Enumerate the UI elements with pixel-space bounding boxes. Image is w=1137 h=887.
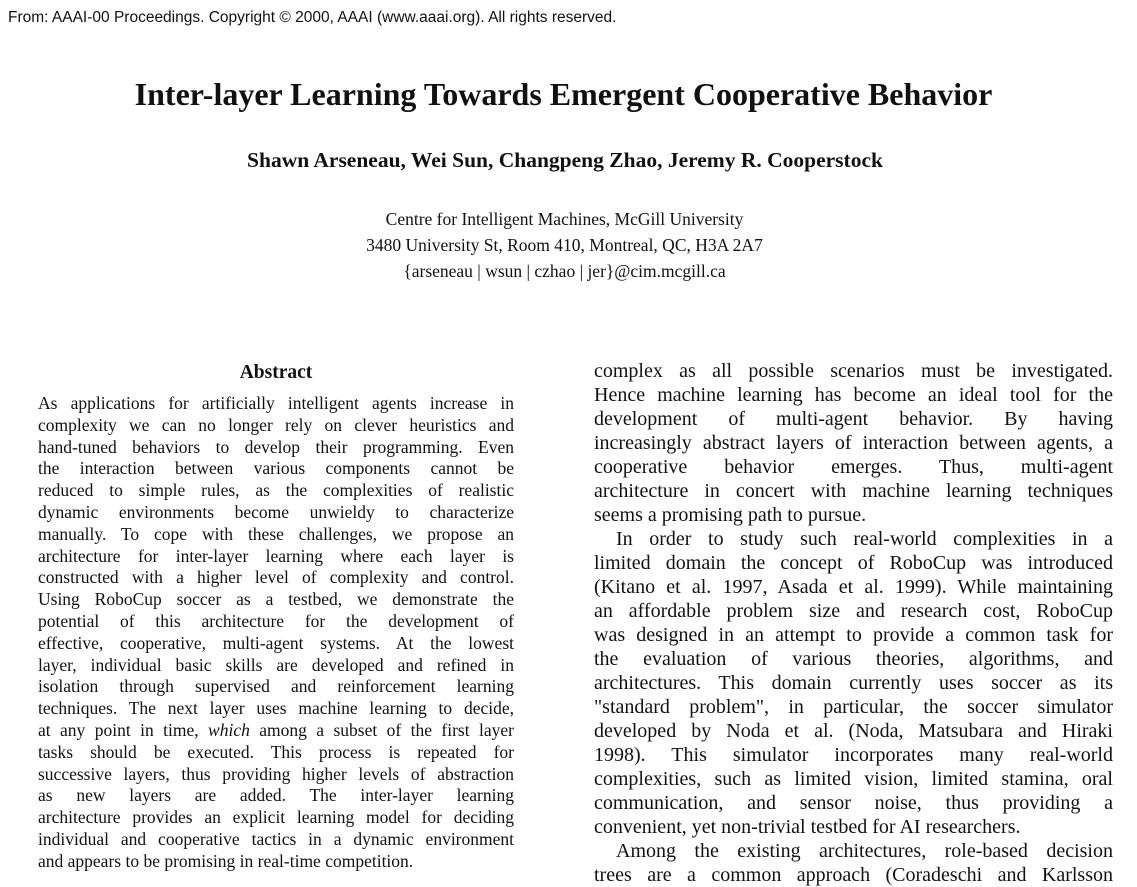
body-line: Among the existing architectures, role-based decision [616, 840, 1113, 862]
body-line: development of multi-agent behavior. By having [594, 408, 1113, 430]
abstract-text [38, 393, 514, 873]
abstract-line: tasks should be executed. This process is repeated for [38, 741, 514, 762]
abstract-line: the interaction between various components cannot be [38, 458, 514, 479]
abstract-line: techniques. The next layer uses machine learning to decide, [38, 698, 514, 719]
abstract-heading: Abstract [239, 362, 313, 383]
body-line: seems a promising path to pursue. [594, 504, 867, 526]
abstract-line: potential of this architecture for the development of [38, 610, 514, 631]
abstract-line-part: at any point in time, [38, 719, 209, 740]
abstract-line: isolation through supervised and reinforcement learning [38, 676, 514, 697]
abstract-line: reduced to simple rules, as the complexities of realistic [38, 480, 514, 501]
body-line: was designed in an attempt to provide a common task for [594, 624, 1113, 646]
abstract-line: As applications for artificially intelligent agents increase in [38, 393, 514, 413]
body-line: the evaluation of various theories, algorithms, and [594, 648, 1113, 670]
body-line: (Kitano et al. 1997, Asada et al. 1999). While maintaining [594, 576, 1113, 598]
body-line: 1998). This simulator incorporates many real-world [594, 744, 1113, 766]
affiliation-emails: {arseneau | wsun | czhao | jer}@cim.mcgill.ca [403, 261, 726, 281]
abstract-line [38, 720, 514, 742]
body-line: convenient, yet non-trivial testbed for AI researchers. [594, 816, 1021, 838]
body-line: limited domain the concept of RoboCup was introduced [594, 552, 1113, 574]
abstract-emphasis: which [208, 719, 250, 740]
body-line: developed by Noda et al. (Noda, Matsubara and Hiraki [594, 720, 1113, 742]
body-line: trees are a common approach (Coradeschi and Karlsson [594, 864, 1113, 886]
body-line: architectures. This domain currently uses soccer as its [594, 672, 1113, 694]
body-line: increasingly abstract layers of interaction between agents, a [594, 432, 1113, 454]
abstract-line: architecture for inter-layer learning where each layer is [38, 545, 514, 566]
abstract-line: manually. To cope with these challenges, we propose an [38, 523, 514, 544]
abstract-line: successive layers, thus providing higher levels of abstraction [38, 763, 514, 784]
abstract-line: effective, cooperative, multi-agent systems. At the lowest [38, 632, 514, 653]
abstract-line: as new layers are added. The inter-layer learning [38, 785, 514, 806]
abstract-line: layer, individual basic skills are developed and refined in [38, 654, 514, 675]
body-line: an affordable problem size and research cost, RoboCup [594, 600, 1113, 622]
body-text [594, 359, 1113, 887]
abstract-line: architecture provides an explicit learning model for deciding [38, 807, 514, 828]
body-line: In order to study such real-world complexities in a [616, 528, 1113, 550]
body-line: complexities, such as limited vision, limited stamina, oral [594, 768, 1113, 790]
paper-title: Inter-layer Learning Towards Emergent Cooperative Behavior [134, 76, 993, 112]
abstract-line: complexity we can no longer rely on clever heuristics and [38, 414, 514, 435]
abstract-line: dynamic environments become unwieldy to characterize [38, 501, 514, 522]
body-line: architecture in concert with machine learning techniques [594, 480, 1113, 502]
author-list: Shawn Arseneau, Wei Sun, Changpeng Zhao, Jeremy R. Cooperstock [247, 148, 883, 172]
abstract-line: hand-tuned behaviors to develop their programming. Even [38, 436, 514, 457]
abstract-line: and appears to be promising in real-time competition. [38, 850, 414, 871]
abstract-line: Using RoboCup soccer as a testbed, we demonstrate the [38, 589, 514, 610]
affiliation-block [0, 206, 1129, 284]
affiliation-address: 3480 University St, Room 410, Montreal, QC, H3A 2A7 [366, 235, 763, 255]
body-line: complex as all possible scenarios must be investigated. [594, 360, 1113, 382]
body-line: cooperative behavior emerges. Thus, multi-agent [594, 456, 1113, 478]
body-line: communication, and sensor noise, thus providing a [594, 792, 1113, 814]
affiliation-institution: Centre for Intelligent Machines, McGill University [385, 209, 744, 229]
copyright-notice: From: AAAI-00 Proceedings. Copyright © 2000, AAAI (www.aaai.org). All rights reserved. [8, 9, 617, 26]
abstract-line: individual and cooperative tactics in a dynamic environment [38, 828, 514, 849]
body-line: "standard problem", in particular, the soccer simulator [594, 696, 1113, 718]
abstract-line-part: among a subset of the first layer [249, 719, 514, 740]
body-line: Hence machine learning has become an ideal tool for the [594, 384, 1113, 406]
abstract-line: constructed with a higher level of complexity and control. [38, 567, 514, 588]
